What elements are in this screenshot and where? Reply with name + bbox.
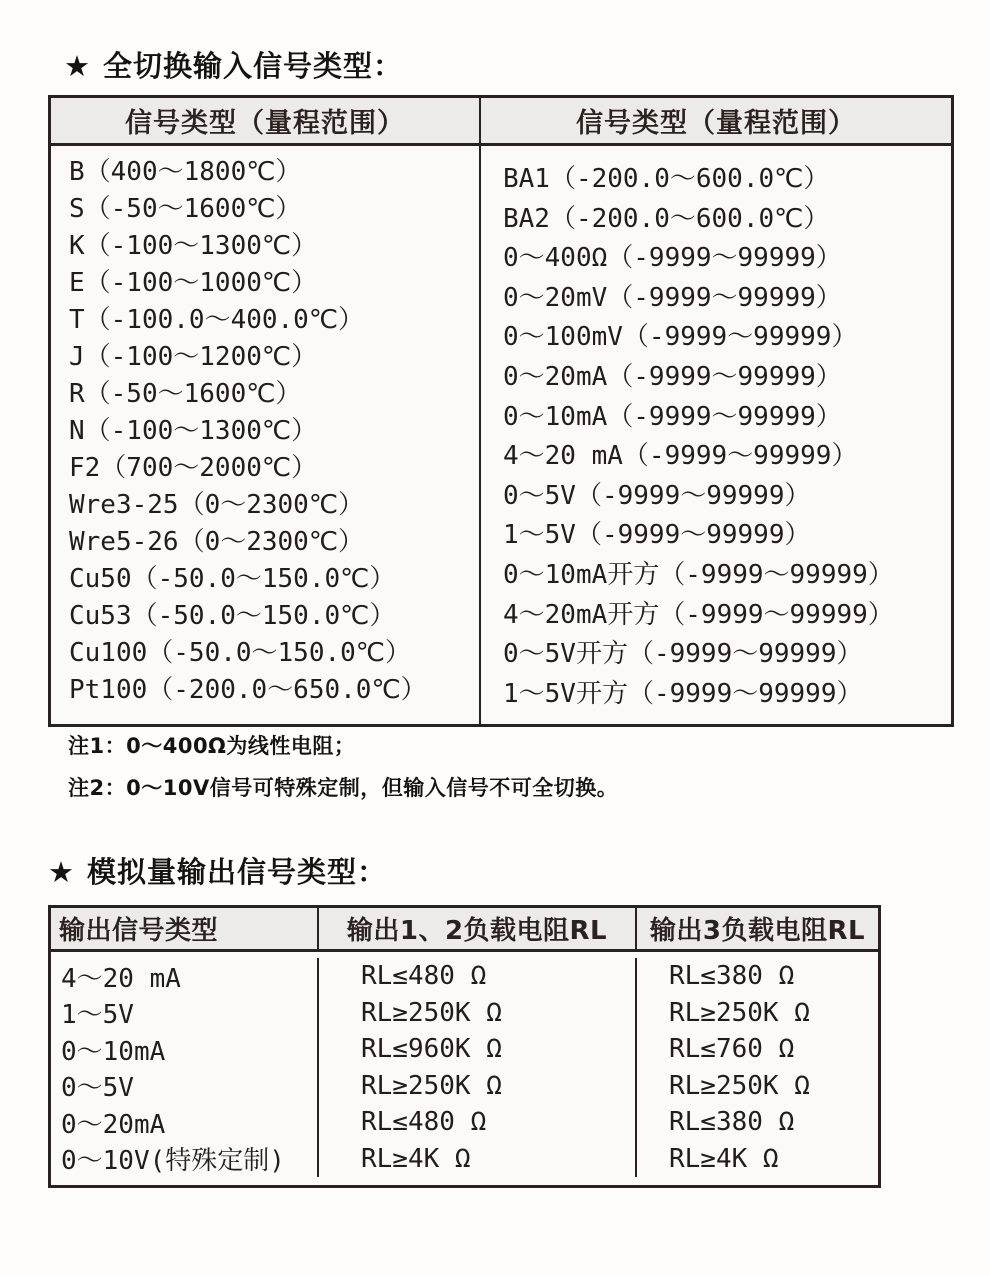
output-load12-cell: RL≤960K Ω: [319, 1031, 637, 1068]
output-signal-row: [51, 995, 878, 1032]
input-signal-item: BA1（-200.0～600.0℃）: [503, 164, 830, 194]
output-signal-header-load3: 输出3负载电阻RL: [649, 916, 866, 946]
input-signal-item: Wre5-26（0～2300℃）: [69, 527, 365, 557]
input-signal-item: 0～10mA（-9999～99999）: [503, 401, 842, 432]
output-signal-row: [51, 1104, 878, 1141]
output-signal-table-header-row: [51, 908, 878, 952]
output-signal-type-cell: 0～10V(特殊定制): [51, 1141, 319, 1178]
output-load3-cell: RL≤760 Ω: [669, 1034, 795, 1065]
input-signal-item: 0～400Ω（-9999～99999）: [503, 243, 842, 274]
output-signal-row: [51, 1031, 878, 1068]
input-signal-item: 0～5V开方（-9999～99999）: [503, 639, 863, 670]
input-signal-item: 0～20mV（-9999～99999）: [503, 282, 842, 313]
output-signal-type-cell: 0～10mA: [51, 1031, 319, 1068]
input-signal-item: 4～20mA开方（-9999～99999）: [503, 599, 894, 630]
note-1: 注1：0～400Ω为线性电阻；: [68, 734, 356, 758]
output-load12-cell: RL≤480 Ω: [319, 958, 637, 995]
input-signal-item: 4～20 mA（-9999～99999）: [503, 441, 858, 472]
section-title-text: 全切换输入信号类型：: [103, 49, 404, 83]
input-signal-item: B（400～1800℃）: [69, 157, 302, 187]
output-signal-table-body: [51, 952, 878, 1185]
output-signal-table: [48, 905, 881, 1188]
input-signal-table: [48, 95, 954, 727]
note-2: 注2：0～10V信号可特殊定制，但输入信号不可全切换。: [68, 776, 619, 800]
input-signal-table-body: [51, 146, 951, 724]
output-signal-section-title: [48, 850, 387, 891]
output-signal-header-type: 输出信号类型: [51, 908, 319, 949]
input-signal-table-header-row: [51, 98, 951, 146]
input-signal-header-left: 信号类型（量程范围）: [51, 98, 481, 143]
output-signal-row: [51, 1141, 878, 1178]
output-load3-cell: RL≥250K Ω: [669, 1070, 810, 1101]
input-signal-item: BA2（-200.0～600.0℃）: [503, 203, 830, 234]
output-signal-header-load12: 输出1、2负载电阻RL: [319, 908, 637, 949]
output-signal-type-cell: 0～20mA: [51, 1104, 319, 1141]
input-signal-item: Wre3-25（0～2300℃）: [69, 490, 365, 520]
output-load12-cell: RL≥250K Ω: [319, 995, 637, 1032]
star-icon: ★: [48, 855, 75, 889]
input-signal-item: F2（700～2000℃）: [69, 453, 318, 483]
section-title-text: 模拟量输出信号类型：: [87, 855, 388, 889]
output-load12-cell: RL≥4K Ω: [319, 1141, 637, 1178]
input-signal-item: T（-100.0～400.0℃）: [69, 305, 365, 335]
input-signal-item: Cu50（-50.0～150.0℃）: [69, 564, 396, 594]
input-signal-item: 0～5V（-9999～99999）: [503, 480, 811, 511]
output-load12-cell: RL≤480 Ω: [319, 1104, 637, 1141]
output-load12-cell: RL≥250K Ω: [319, 1068, 637, 1105]
output-signal-type-cell: 1～5V: [51, 995, 319, 1032]
input-signal-item: Cu53（-50.0～150.0℃）: [69, 601, 396, 631]
input-signal-item: S（-50～1600℃）: [69, 194, 302, 224]
input-signal-item: 1～5V（-9999～99999）: [503, 520, 811, 551]
input-signal-item: Pt100（-200.0～650.0℃）: [69, 675, 427, 705]
input-signal-header-right: 信号类型（量程范围）: [576, 108, 856, 139]
output-load3-cell: RL≤380 Ω: [669, 1107, 795, 1138]
input-signal-item: N（-100～1300℃）: [69, 416, 318, 446]
output-signal-row: [51, 958, 878, 995]
output-signal-row: [51, 1068, 878, 1105]
input-signal-list-right: [481, 146, 951, 724]
input-signal-item: Cu100（-50.0～150.0℃）: [69, 638, 411, 668]
input-signal-item: E（-100～1000℃）: [69, 268, 318, 298]
input-signal-item: 1～5V开方（-9999～99999）: [503, 678, 863, 709]
input-signal-section-title: [64, 44, 403, 85]
output-load3-cell: RL≥250K Ω: [669, 997, 810, 1028]
output-signal-type-cell: 4～20 mA: [51, 958, 319, 995]
input-signal-item: R（-50～1600℃）: [69, 379, 302, 409]
input-signal-item: J（-100～1200℃）: [69, 342, 318, 372]
input-signal-item: 0～20mA（-9999～99999）: [503, 361, 842, 392]
input-signal-item: K（-100～1300℃）: [69, 231, 318, 261]
input-signal-item: 0～100mV（-9999～99999）: [503, 322, 858, 353]
star-icon: ★: [64, 49, 91, 83]
input-signal-list-left: [51, 146, 481, 724]
input-signal-item: 0～10mA开方（-9999～99999）: [503, 559, 894, 590]
output-signal-type-cell: 0～5V: [51, 1068, 319, 1105]
output-load3-cell: RL≥4K Ω: [669, 1143, 779, 1174]
output-load3-cell: RL≤380 Ω: [669, 961, 795, 992]
